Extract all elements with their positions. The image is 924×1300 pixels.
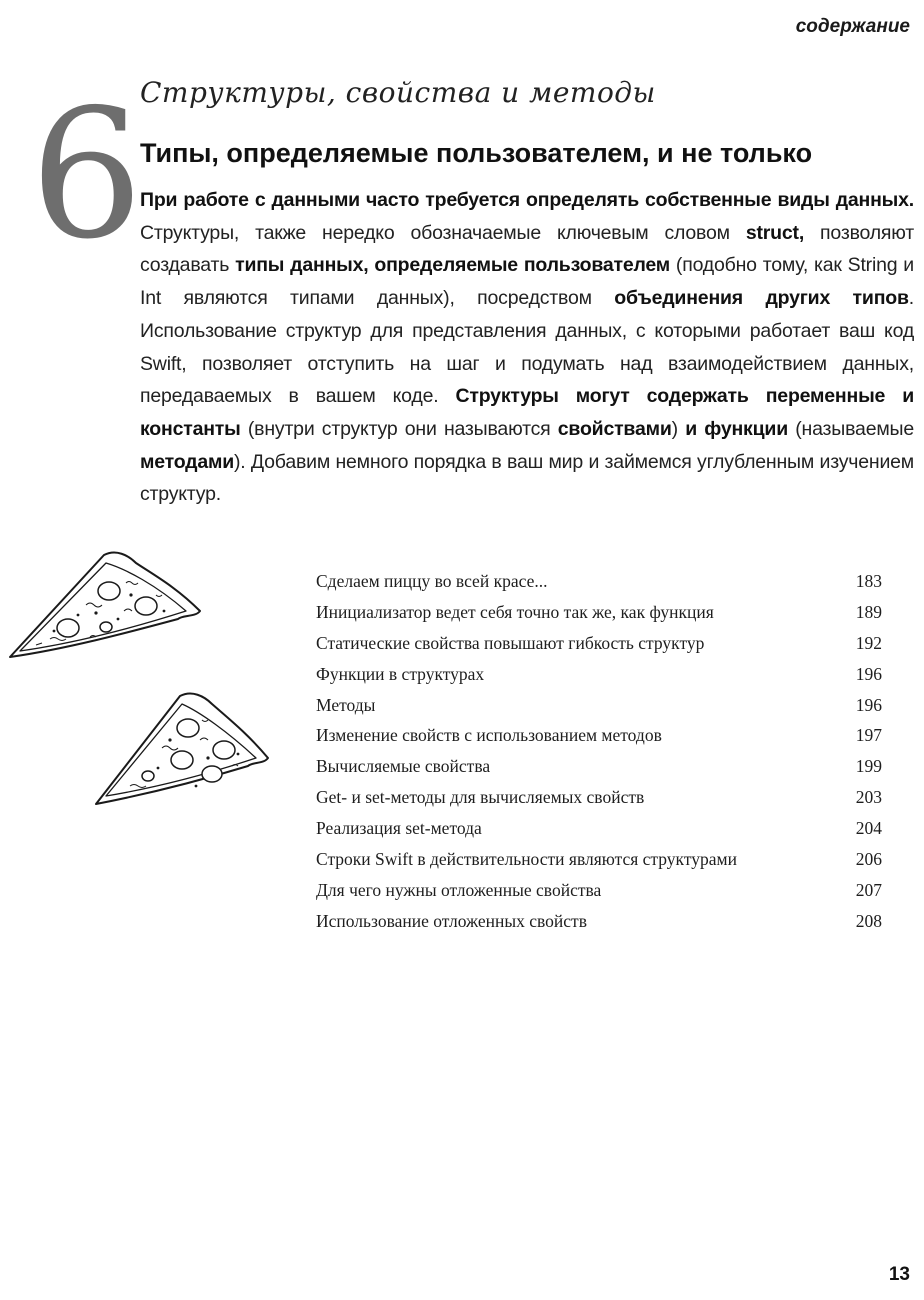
toc-entry[interactable]: [316, 690, 882, 721]
intro-bold-run: объединения других типов: [614, 287, 909, 310]
toc-entry[interactable]: [316, 813, 882, 844]
toc-entry[interactable]: [316, 628, 882, 659]
toc-entry-page: 196: [855, 663, 882, 684]
toc-entry[interactable]: [316, 844, 882, 875]
toc-entry-page: 197: [855, 725, 882, 746]
intro-paragraph: [140, 184, 914, 511]
intro-text-run: (внутри структур они называются: [240, 417, 558, 440]
toc-entry-title: Get- и set-методы для вычисляемых свойств: [316, 787, 645, 808]
intro-text-run: ). Добавим немного порядка в ваш мир и займемся углубленным изучением структур.: [140, 450, 914, 506]
running-head: содержание: [795, 16, 910, 37]
toc-entry[interactable]: [316, 782, 882, 813]
toc-entry-page: 206: [855, 849, 882, 870]
intro-text-run: (подобно тому, как String и Int являются типами данных), посредством: [140, 254, 914, 310]
toc-entry-title: Изменение свойств с использованием методов: [316, 725, 662, 746]
toc-entry-page: 204: [855, 818, 882, 839]
page-number: 13: [888, 1264, 910, 1285]
toc-entry[interactable]: [316, 906, 882, 937]
table-of-contents: [316, 566, 882, 937]
toc-entry[interactable]: [316, 751, 882, 782]
toc-entry-title: Функции в структурах: [316, 663, 485, 684]
toc-entry-title: Статические свойства повышают гибкость структур: [316, 632, 705, 653]
chapter-subtitle: Структуры, свойства и методы: [140, 76, 656, 109]
intro-text-run: позволяют создавать: [140, 221, 914, 277]
toc-entry-title: Сделаем пиццу во всей красе...: [316, 571, 548, 591]
toc-entry-title: Инициализатор ведет себя точно так же, как функция: [316, 601, 714, 622]
toc-entry[interactable]: [316, 875, 882, 906]
toc-entry[interactable]: [316, 566, 882, 597]
toc-entry-page: 192: [855, 632, 882, 653]
intro-text-run: . Использование структур для представления данных, с которыми работает ваш код Swift, позволяет отступить на шаг и подумать над взаимодействием данных, передаваемых в вашем коде.: [140, 287, 914, 408]
toc-entry-page: 203: [855, 787, 882, 808]
toc-entry-page: 196: [855, 694, 882, 715]
pizza-slice-icon: [6, 545, 206, 665]
intro-bold-run: и функции: [685, 417, 788, 440]
toc-entry-page: 189: [855, 601, 882, 622]
toc-entry-title: Для чего нужны отложенные свойства: [316, 879, 602, 900]
toc-entry-page: 208: [855, 910, 882, 931]
toc-entry-title: Вычисляемые свойства: [316, 756, 491, 777]
pizza-slice-icon: [92, 688, 272, 810]
toc-entry-title: Методы: [316, 694, 376, 715]
intro-bold-run: struct,: [745, 221, 805, 244]
chapter-number: 6: [30, 71, 144, 278]
intro-bold-run: типы данных, определяемые пользователем: [235, 254, 671, 277]
intro-text-run: ): [671, 417, 686, 440]
chapter-title: Типы, определяемые пользователем, и не только: [140, 138, 813, 168]
toc-entry-title: Использование отложенных свойств: [316, 910, 587, 931]
intro-text-run: Структуры, также нередко обозначаемые ключевым словом: [140, 221, 746, 244]
toc-entry[interactable]: [316, 720, 882, 751]
intro-bold-run: При работе с данными часто требуется определять собственные виды данных.: [140, 189, 914, 211]
intro-bold-run: Структуры могут содержать переменные и константы: [140, 385, 914, 440]
toc-entry-title: Строки Swift в действительности являются структурами: [316, 849, 737, 870]
toc-entry-page: 199: [855, 756, 882, 777]
intro-bold-run: свойствами: [557, 417, 672, 440]
toc-entry[interactable]: [316, 597, 882, 628]
toc-entry-title: Реализация set-метода: [316, 818, 482, 839]
toc-entry-page: 207: [855, 879, 882, 900]
intro-text-run: (называемые: [788, 417, 915, 440]
intro-bold-run: методами: [140, 450, 234, 473]
toc-entry[interactable]: [316, 659, 882, 690]
toc-entry-page: 183: [855, 571, 882, 591]
